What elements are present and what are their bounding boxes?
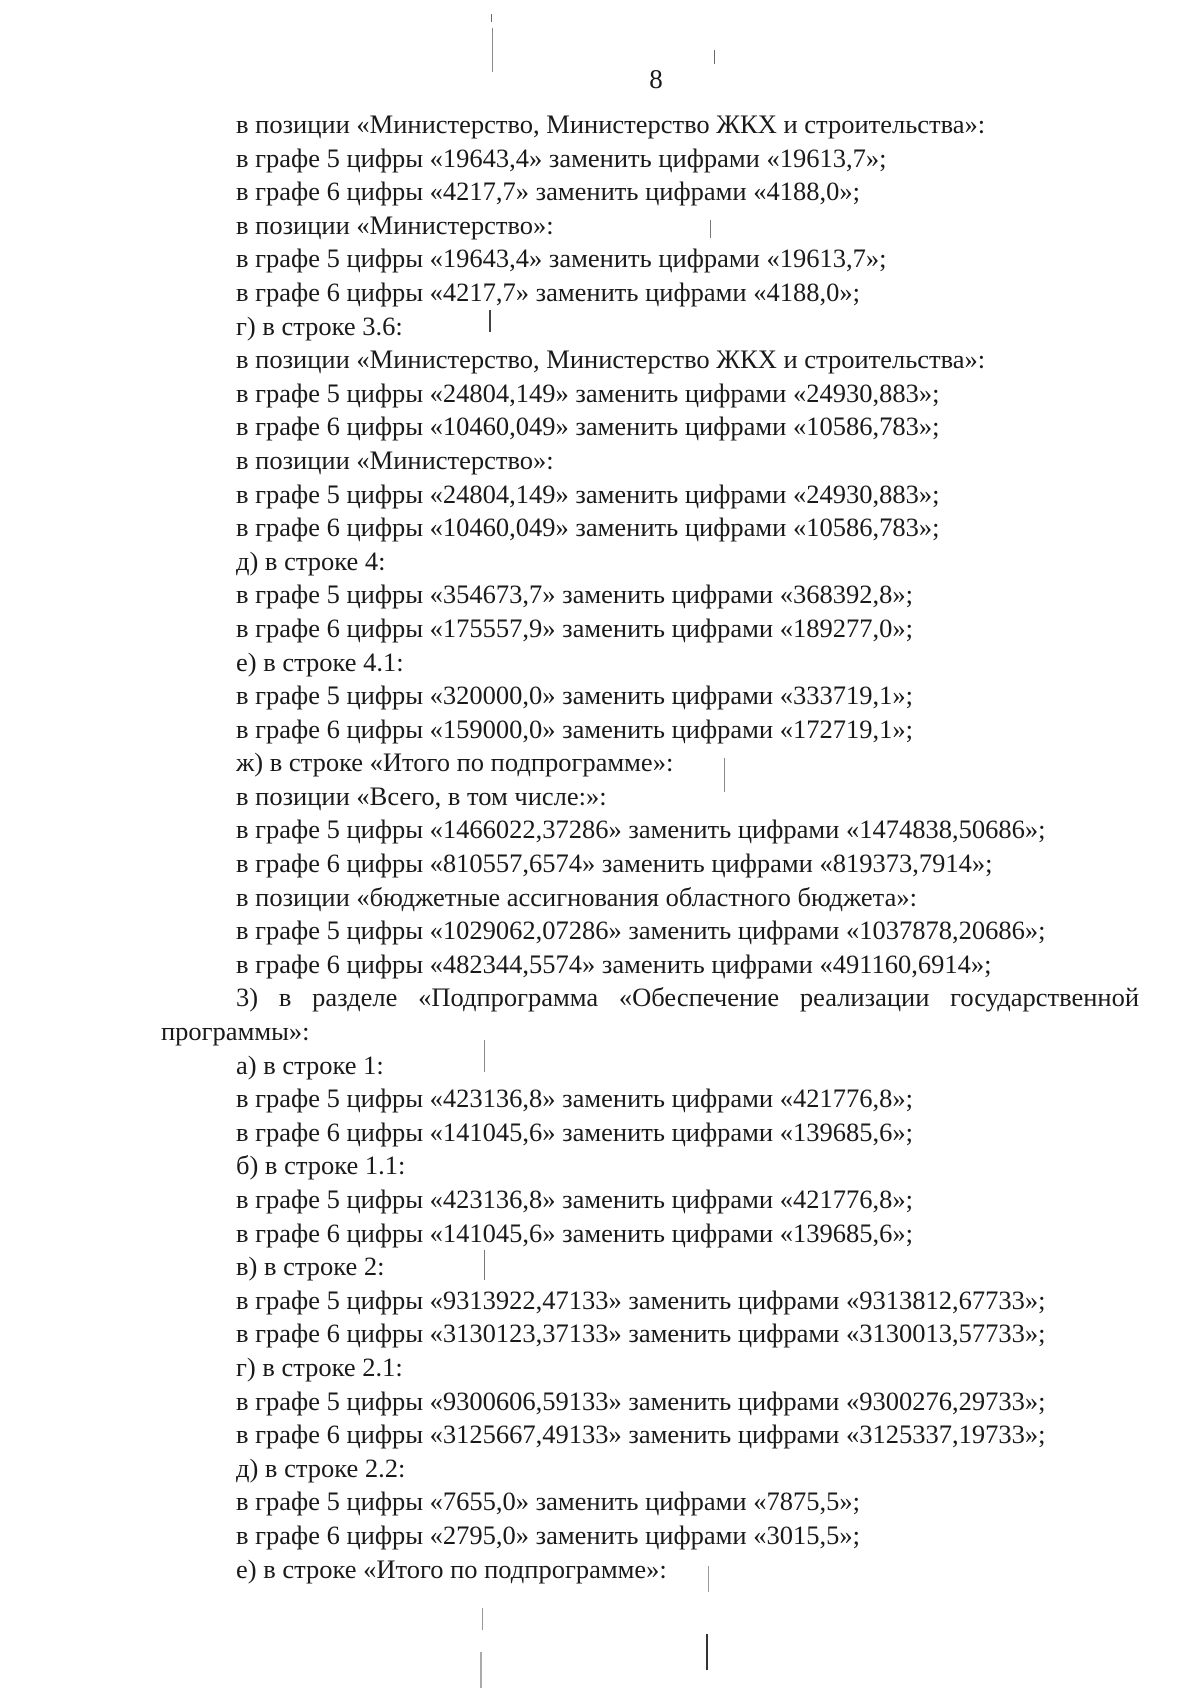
text-line: в графе 5 цифры «354673,7» заменить цифрами «368392,8»; [236,579,913,610]
text-line: в графе 5 цифры «9300606,59133» заменить цифрами «9300276,29733»; [236,1385,1046,1416]
text-line: в) в строке 2: [236,1251,385,1282]
text-line: в графе 6 цифры «10460,049» заменить цифрами «10586,783»; [236,411,940,442]
text-line: г) в строке 3.6: [236,310,403,341]
scan-mark [491,14,492,22]
text-line: в позиции «Всего, в том числе:»: [236,780,607,811]
text-line: в графе 6 цифры «175557,9» заменить цифрами «189277,0»; [236,612,913,643]
text-line: а) в строке 1: [236,1049,384,1080]
text-line: д) в строке 2.2: [236,1452,406,1483]
text-line: в позиции «бюджетные ассигнования областного бюджета»: [236,881,917,912]
text-line: в графе 6 цифры «3125667,49133» заменить цифрами «3125337,19733»; [236,1419,1046,1450]
text-line: в графе 6 цифры «4217,7» заменить цифрами «4188,0»; [236,176,860,207]
section-heading-continuation: программы»: [161,1016,310,1047]
text-line: в графе 6 цифры «4217,7» заменить цифрами «4188,0»; [236,276,860,307]
text-line: е) в строке 4.1: [236,646,404,677]
text-line: в графе 5 цифры «19643,4» заменить цифрами «19613,7»; [236,243,887,274]
text-line: в позиции «Министерство, Министерство ЖКХ и строительства»: [236,344,986,375]
text-line: в графе 5 цифры «1029062,07286» заменить цифрами «1037878,20686»; [236,915,1046,946]
text-line: в графе 6 цифры «3130123,37133» заменить цифрами «3130013,57733»; [236,1318,1046,1349]
text-line: в графе 6 цифры «141045,6» заменить цифрами «139685,6»; [236,1116,913,1147]
text-line: в графе 6 цифры «810557,6574» заменить цифрами «819373,7914»; [236,848,993,879]
text-line: в графе 5 цифры «24804,149» заменить цифрами «24930,883»; [236,478,940,509]
document-body [161,108,1139,1586]
text-line: в графе 5 цифры «7655,0» заменить цифрами «7875,5»; [236,1486,860,1517]
text-line: в позиции «Министерство»: [236,444,554,475]
text-line: в графе 6 цифры «159000,0» заменить цифрами «172719,1»; [236,713,913,744]
text-line: в позиции «Министерство, Министерство ЖКХ и строительства»: [236,109,986,139]
text-line: в графе 6 цифры «141045,6» заменить цифрами «139685,6»; [236,1217,913,1248]
text-line: в графе 5 цифры «320000,0» заменить цифрами «333719,1»; [236,680,913,711]
scan-mark [482,1608,483,1630]
scan-mark [480,1652,482,1688]
text-line: в графе 5 цифры «1466022,37286» заменить цифрами «1474838,50686»; [236,814,1046,845]
page-number: 8 [649,64,663,94]
text-line: е) в строке «Итого по подпрограмме»: [236,1553,667,1584]
text-line: в графе 5 цифры «24804,149» заменить цифрами «24930,883»; [236,377,940,408]
text-line: в графе 6 цифры «2795,0» заменить цифрами «3015,5»; [236,1519,860,1550]
scan-mark [706,1634,708,1670]
section-heading-line: 3) в разделе «Подпрограмма «Обеспечение реализации государственной [236,982,1139,1013]
text-line: г) в строке 2.1: [236,1351,403,1382]
text-line: д) в строке 4: [236,545,386,576]
text-line: в позиции «Министерство»: [236,209,554,240]
text-line: в графе 5 цифры «423136,8» заменить цифрами «421776,8»; [236,1184,913,1214]
text-line: б) в строке 1.1: [236,1150,406,1181]
text-line: в графе 6 цифры «482344,5574» заменить цифрами «491160,6914»; [236,948,992,979]
text-line: в графе 6 цифры «10460,049» заменить цифрами «10586,783»; [236,512,940,543]
text-line: в графе 5 цифры «19643,4» заменить цифрами «19613,7»; [236,142,887,173]
text-line: ж) в строке «Итого по подпрограмме»: [236,747,674,778]
text-line: в графе 5 цифры «9313922,47133» заменить цифрами «9313812,67733»; [236,1284,1046,1315]
text-line: в графе 5 цифры «423136,8» заменить цифрами «421776,8»; [236,1083,913,1114]
